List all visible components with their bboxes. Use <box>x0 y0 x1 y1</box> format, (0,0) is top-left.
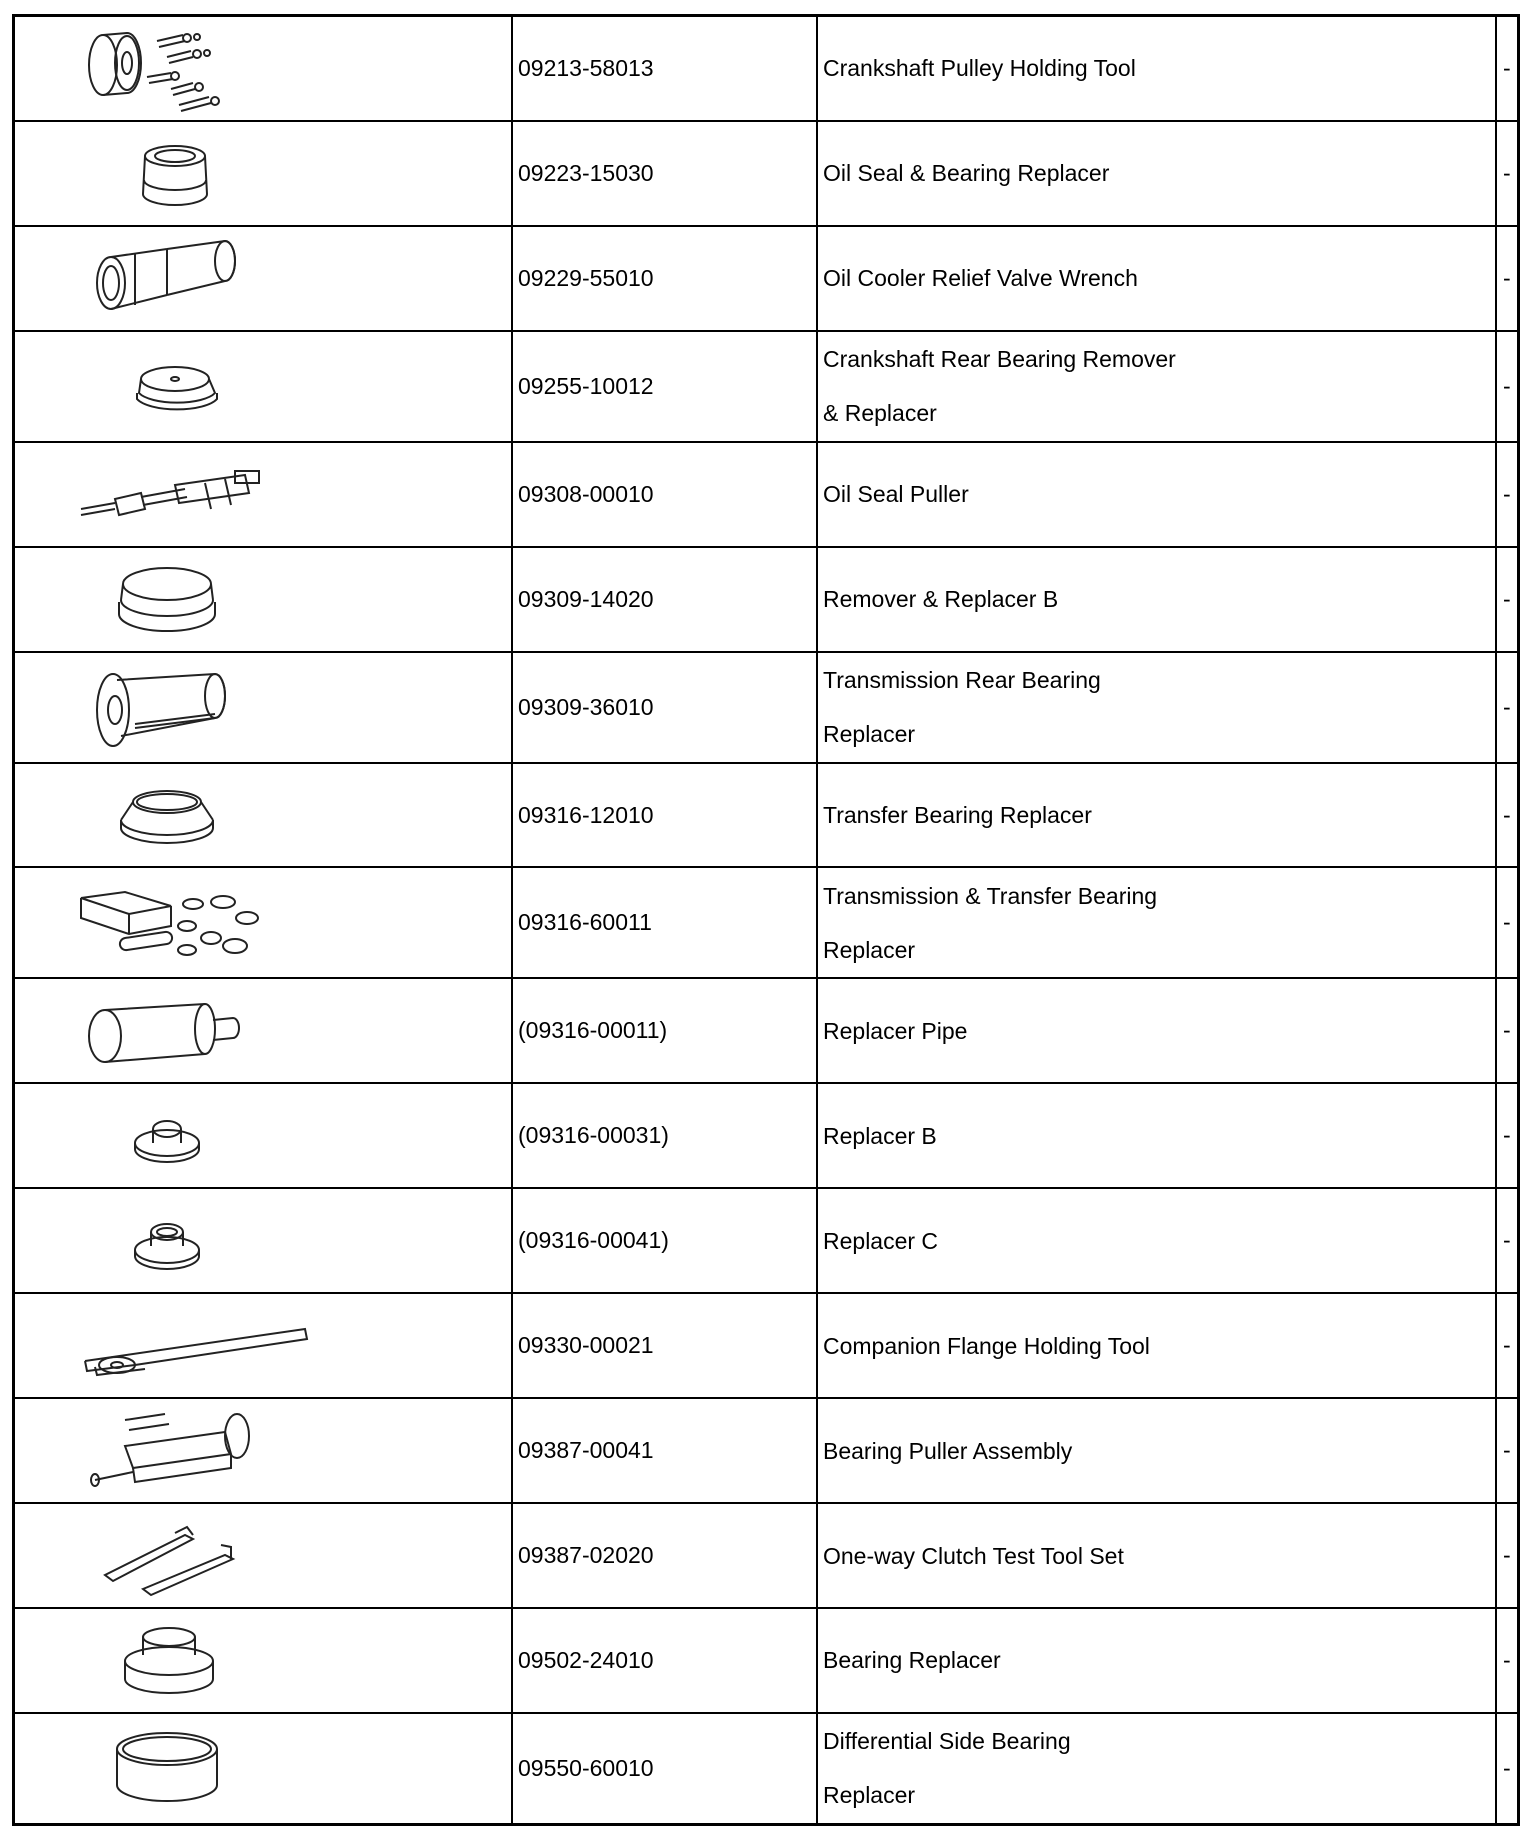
tool-image-cell <box>14 652 513 763</box>
tool-image-cell <box>14 1083 513 1188</box>
tool-name-line-1: Crankshaft Rear Bearing Remover <box>823 346 1176 373</box>
table-row <box>14 121 1519 226</box>
part-number: 09316-60011 <box>512 867 817 978</box>
part-number: (09316-00031) <box>512 1083 817 1188</box>
part-number: 09229-55010 <box>512 226 817 331</box>
tool-image-cell <box>14 442 513 547</box>
tool-name: One-way Clutch Test Tool Set <box>817 1503 1496 1608</box>
note: - <box>1496 331 1519 442</box>
table-row <box>14 547 1519 652</box>
tool-name: Companion Flange Holding Tool <box>817 1293 1496 1398</box>
tool-image-cell <box>14 547 513 652</box>
table-row <box>14 226 1519 331</box>
special-tools-table <box>12 14 1520 1826</box>
tool-image-cell <box>14 121 513 226</box>
small-replacer-b-icon <box>75 1091 511 1181</box>
table-row <box>14 442 1519 547</box>
table-row <box>14 1293 1519 1398</box>
table-row <box>14 1398 1519 1503</box>
tool-image-cell <box>14 867 513 978</box>
replacer-set-icon <box>75 878 511 968</box>
table-row <box>14 978 1519 1083</box>
part-number: 09308-00010 <box>512 442 817 547</box>
part-number: 09502-24010 <box>512 1608 817 1713</box>
open-ring-icon <box>75 770 511 860</box>
table-row <box>14 1713 1519 1825</box>
wide-ring-icon <box>75 1723 511 1813</box>
tool-name: Transfer Bearing Replacer <box>817 763 1496 868</box>
table-row <box>14 331 1519 442</box>
tool-name-line-2: Replacer <box>823 936 916 963</box>
note: - <box>1496 978 1519 1083</box>
tool-name-line-2: & Replacer <box>823 400 937 427</box>
tool-image-cell <box>14 1608 513 1713</box>
tool-name: Remover & Replacer B <box>817 547 1496 652</box>
part-number: 09330-00021 <box>512 1293 817 1398</box>
slide-puller-icon <box>75 449 511 539</box>
cup-replacer-icon <box>75 128 511 218</box>
flanged-ring-icon <box>75 554 511 644</box>
tool-image-cell <box>14 1503 513 1608</box>
tool-image-cell <box>14 1293 513 1398</box>
tool-image-cell <box>14 331 513 442</box>
part-number: 09255-10012 <box>512 331 817 442</box>
note: - <box>1496 1083 1519 1188</box>
tool-name <box>817 652 1496 763</box>
tool-image-cell <box>14 978 513 1083</box>
note: - <box>1496 1713 1519 1825</box>
tool-name-line-1: Transmission & Transfer Bearing <box>823 882 1158 909</box>
note: - <box>1496 1503 1519 1608</box>
replacer-pipe-icon <box>75 986 511 1076</box>
tool-name: Replacer C <box>817 1188 1496 1293</box>
part-number: 09387-02020 <box>512 1503 817 1608</box>
note: - <box>1496 1608 1519 1713</box>
part-number: 09316-12010 <box>512 763 817 868</box>
tool-name-line-2: Replacer <box>823 1782 916 1809</box>
tool-image-cell <box>14 763 513 868</box>
note: - <box>1496 226 1519 331</box>
tool-image-cell <box>14 16 513 121</box>
tool-name-line-1: Transmission Rear Bearing <box>823 667 1101 694</box>
note: - <box>1496 652 1519 763</box>
tool-name: Replacer B <box>817 1083 1496 1188</box>
clutch-test-tool-icon <box>75 1511 511 1601</box>
note: - <box>1496 1398 1519 1503</box>
tool-name: Oil Seal Puller <box>817 442 1496 547</box>
tool-name <box>817 331 1496 442</box>
table-row <box>14 867 1519 978</box>
note: - <box>1496 1188 1519 1293</box>
part-number: (09316-00041) <box>512 1188 817 1293</box>
note: - <box>1496 121 1519 226</box>
note: - <box>1496 867 1519 978</box>
table-row <box>14 1608 1519 1713</box>
tool-name: Bearing Replacer <box>817 1608 1496 1713</box>
tool-name <box>817 1713 1496 1825</box>
part-number: 09309-14020 <box>512 547 817 652</box>
part-number: 09223-15030 <box>512 121 817 226</box>
bearing-sleeve-icon <box>75 662 511 752</box>
tool-image-cell <box>14 226 513 331</box>
table-row <box>14 1503 1519 1608</box>
tool-name: Crankshaft Pulley Holding Tool <box>817 16 1496 121</box>
tool-image-cell <box>14 1713 513 1825</box>
table-row <box>14 1188 1519 1293</box>
part-number: 09309-36010 <box>512 652 817 763</box>
table-row <box>14 1083 1519 1188</box>
table-row <box>14 652 1519 763</box>
tool-name-line-2: Replacer <box>823 721 916 748</box>
tool-image-cell <box>14 1188 513 1293</box>
note: - <box>1496 547 1519 652</box>
part-number: 09213-58013 <box>512 16 817 121</box>
tool-name: Oil Cooler Relief Valve Wrench <box>817 226 1496 331</box>
part-number: (09316-00011) <box>512 978 817 1083</box>
part-number: 09387-00041 <box>512 1398 817 1503</box>
note: - <box>1496 763 1519 868</box>
table-row <box>14 16 1519 121</box>
stepped-replacer-icon <box>75 1615 511 1705</box>
tool-name: Oil Seal & Bearing Replacer <box>817 121 1496 226</box>
tool-name-line-1: Differential Side Bearing <box>823 1728 1071 1755</box>
flange-holding-bar-icon <box>75 1301 511 1391</box>
tool-name: Bearing Puller Assembly <box>817 1398 1496 1503</box>
tool-name: Replacer Pipe <box>817 978 1496 1083</box>
table-row <box>14 763 1519 868</box>
tool-name <box>817 867 1496 978</box>
note: - <box>1496 442 1519 547</box>
bearing-puller-icon <box>75 1406 511 1496</box>
note: - <box>1496 16 1519 121</box>
small-replacer-c-icon <box>75 1196 511 1286</box>
socket-wrench-icon <box>75 233 511 323</box>
pulley-holding-tool-icon <box>75 23 511 113</box>
note: - <box>1496 1293 1519 1398</box>
part-number: 09550-60010 <box>512 1713 817 1825</box>
tool-image-cell <box>14 1398 513 1503</box>
disc-replacer-icon <box>75 341 511 431</box>
